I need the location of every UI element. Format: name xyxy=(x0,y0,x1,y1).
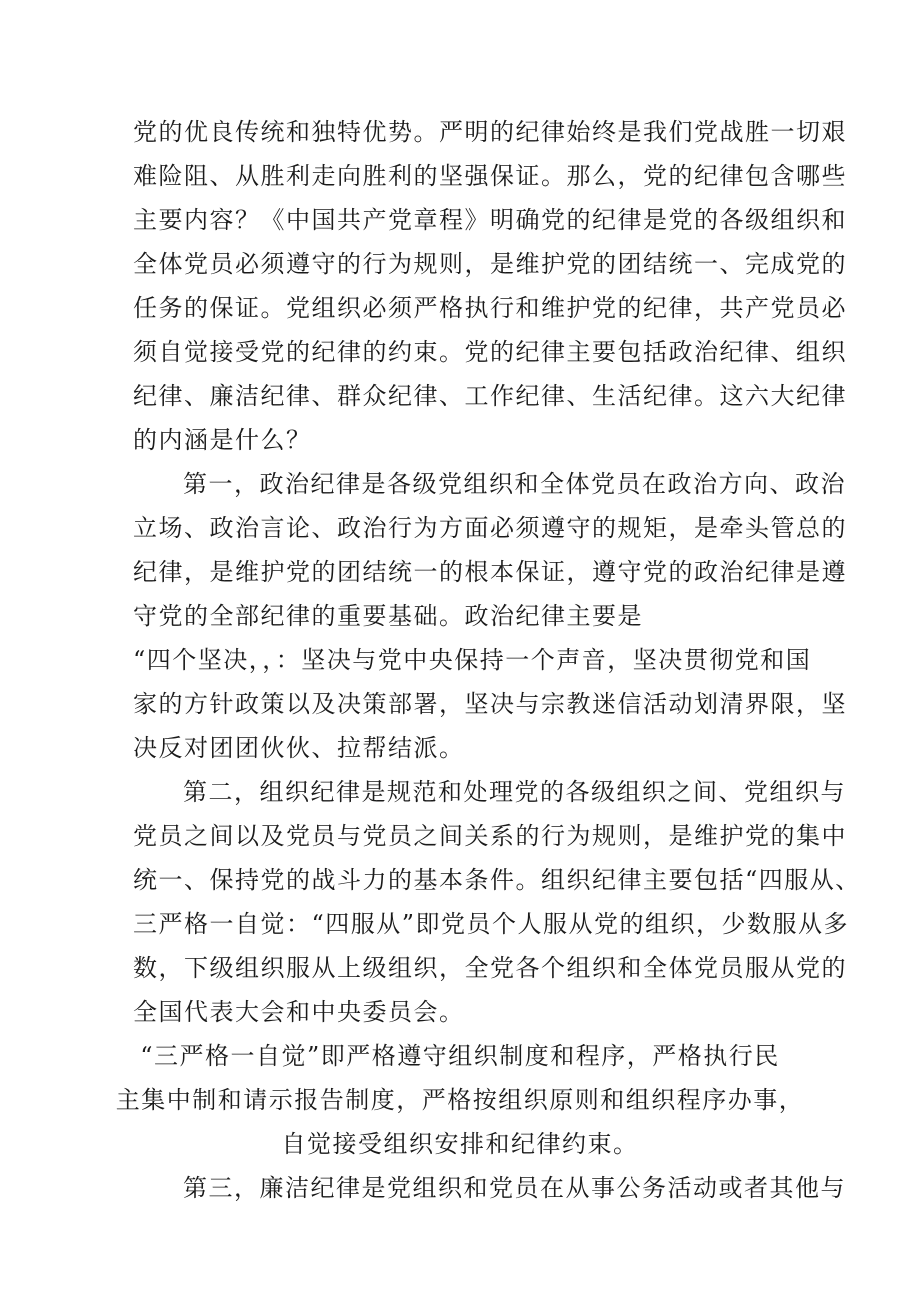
paragraph-first-line: 第一，政治纪律是各级党组织和全体党员在政治方向、政治 xyxy=(183,470,846,498)
paragraph-line: 数，下级组织服从上级组织，全党各个组织和全体党员服从党的 xyxy=(133,954,847,982)
paragraph-line: 党的优良传统和独特优势。严明的纪律始终是我们党战胜一切艰 xyxy=(133,118,847,146)
paragraph-line: 守党的全部纪律的重要基础。政治纪律主要是 xyxy=(133,602,643,630)
paragraph-line: 统一、保持党的战斗力的基本条件。组织纪律主要包括“四服从、 xyxy=(133,866,861,894)
centered-line: 自觉接受组织安排和纪律约束。 xyxy=(281,1130,639,1158)
paragraph-line: 任务的保证。党组织必须严格执行和维护党的纪律，共产党员必 xyxy=(133,294,847,322)
paragraph-line: 难险阻、从胜利走向胜利的坚强保证。那么，党的纪律包含哪些 xyxy=(133,162,847,190)
paragraph-line: 决反对团团伙伙、拉帮结派。 xyxy=(133,734,465,762)
paragraph-first-line: 第二，组织纪律是规范和处理党的各级组织之间、党组织与 xyxy=(183,778,846,806)
paragraph-first-line: 第三，廉洁纪律是党组织和党员在从事公务活动或者其他与 xyxy=(183,1174,846,1202)
paragraph-line: 纪律，是维护党的团结统一的根本保证，遵守党的政治纪律是遵 xyxy=(133,558,847,586)
paragraph-line: 全体党员必须遵守的行为规则，是维护党的团结统一、完成党的 xyxy=(133,250,847,278)
paragraph-line: 三严格一自觉：“四服从”即党员个人服从党的组织，少数服从多 xyxy=(133,910,850,938)
paragraph-line: 的内涵是什么？ xyxy=(133,426,312,454)
paragraph-line: 家的方针政策以及决策部署，坚决与宗教迷信活动划清界限，坚 xyxy=(133,690,847,718)
paragraph-line: 党员之间以及党员与党员之间关系的行为规则，是维护党的集中 xyxy=(133,822,847,850)
paragraph-line: 主要内容？《中国共产党章程》明确党的纪律是党的各级组织和 xyxy=(133,206,847,234)
paragraph-line: 须自觉接受党的纪律的约束。党的纪律主要包括政治纪律、组织 xyxy=(133,338,847,366)
centered-line: 主集中制和请示报告制度，严格按组织原则和组织程序办事， xyxy=(115,1086,805,1114)
paragraph-line: 全国代表大会和中央委员会。 xyxy=(133,998,465,1026)
centered-line: “三严格一自觉”即严格遵守组织制度和程序，严格执行民 xyxy=(140,1042,780,1070)
paragraph-line: 纪律、廉洁纪律、群众纪律、工作纪律、生活纪律。这六大纪律 xyxy=(133,382,847,410)
paragraph-line: “四个坚决，，：坚决与党中央保持一个声音，坚决贯彻党和国 xyxy=(133,646,812,674)
paragraph-line: 立场、政治言论、政治行为方面必须遵守的规矩，是牵头管总的 xyxy=(133,514,847,542)
